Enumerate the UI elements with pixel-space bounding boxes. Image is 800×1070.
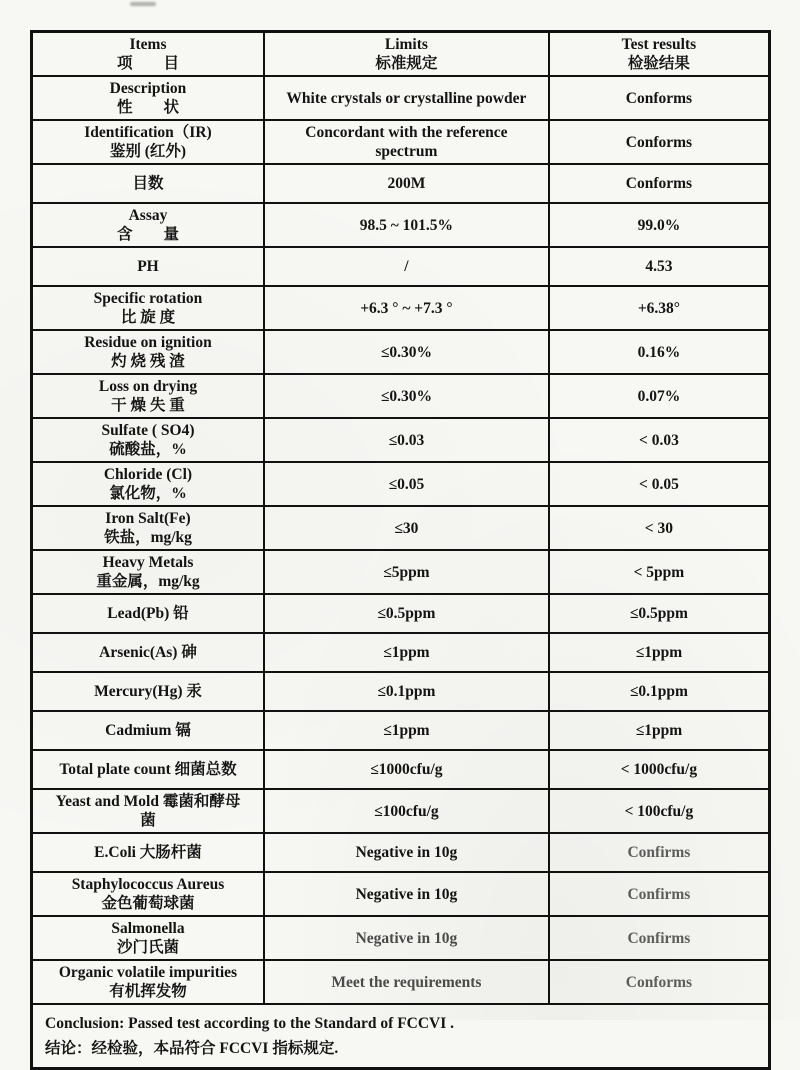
item-line: 性 状 — [116, 99, 179, 116]
limit-cell — [264, 594, 549, 633]
limit-line: Negative in 10g — [355, 929, 458, 947]
item-line: Identification（IR) — [84, 124, 212, 141]
result-cell — [549, 550, 770, 594]
result-value: < 1000cfu/g — [620, 761, 698, 778]
result-cell — [549, 247, 770, 286]
item-line: Total plate count 细菌总数 — [59, 761, 237, 778]
header-results-zh: 检验结果 — [627, 55, 690, 72]
result-value: Conforms — [625, 175, 693, 192]
table-row — [32, 76, 770, 120]
result-value: < 0.05 — [638, 475, 679, 493]
result-cell — [549, 286, 770, 330]
item-line: 重金属，mg/kg — [96, 573, 200, 590]
limit-line: ≤0.5ppm — [377, 605, 436, 622]
table-row — [32, 872, 770, 916]
limit-cell — [264, 506, 549, 550]
item-line: Cadmium 镉 — [105, 722, 191, 739]
table-row — [32, 833, 770, 872]
limit-line: +6.3 ° ~ +7.3 ° — [360, 299, 453, 317]
item-cell — [32, 462, 264, 506]
table-row — [32, 374, 770, 418]
item-line: Heavy Metals — [102, 554, 194, 571]
result-value: 99.0% — [637, 216, 681, 234]
limit-cell — [264, 462, 549, 506]
item-cell — [32, 506, 264, 550]
table-row — [32, 164, 770, 203]
conclusion-en: Conclusion: Passed test according to the Standard of FCCVI . — [45, 1015, 455, 1032]
result-value: ≤1ppm — [635, 722, 683, 739]
limit-line: / — [404, 258, 409, 275]
limit-line: Meet the requirements — [331, 973, 482, 991]
item-line: 比 旋 度 — [120, 309, 176, 326]
limit-line: White crystals or crystalline powder — [286, 89, 527, 107]
table-row — [32, 789, 770, 833]
header-results — [549, 32, 770, 77]
limit-cell — [264, 833, 549, 872]
limit-cell — [264, 789, 549, 833]
item-line: 铁盐，mg/kg — [104, 529, 192, 546]
limit-cell — [264, 916, 549, 960]
result-cell — [549, 330, 770, 374]
item-cell — [32, 872, 264, 916]
header-limits — [264, 32, 549, 77]
limit-cell — [264, 418, 549, 462]
table-row — [32, 750, 770, 789]
result-value: 0.07% — [637, 387, 681, 405]
conclusion-cell — [32, 1004, 770, 1069]
limit-cell — [264, 203, 549, 247]
item-cell — [32, 76, 264, 120]
result-cell — [549, 672, 770, 711]
result-cell — [549, 506, 770, 550]
conclusion-row — [32, 1004, 770, 1069]
result-value: 4.53 — [645, 258, 673, 275]
table-row — [32, 550, 770, 594]
limit-line: 200M — [387, 175, 426, 192]
item-line: Residue on ignition — [84, 334, 212, 351]
item-line: Iron Salt(Fe) — [105, 510, 191, 527]
header-limits-en: Limits — [384, 36, 428, 53]
limit-cell — [264, 330, 549, 374]
item-cell — [32, 633, 264, 672]
item-line: 干 燥 失 重 — [111, 397, 185, 414]
result-value: ≤0.5ppm — [629, 605, 688, 622]
item-cell — [32, 120, 264, 164]
limit-line: spectrum — [375, 143, 438, 160]
limit-line: ≤1ppm — [383, 722, 430, 739]
result-cell — [549, 916, 770, 960]
result-cell — [549, 462, 770, 506]
result-value: Confirms — [627, 929, 691, 947]
item-line: PH — [137, 258, 159, 275]
limit-cell — [264, 76, 549, 120]
result-value: < 5ppm — [633, 563, 685, 581]
item-cell — [32, 164, 264, 203]
item-line: 目数 — [132, 175, 164, 192]
limit-line: 98.5 ~ 101.5% — [359, 216, 454, 234]
table-row — [32, 916, 770, 960]
result-value: < 100cfu/g — [624, 802, 694, 820]
item-cell — [32, 711, 264, 750]
item-line: Salmonella — [111, 920, 185, 937]
item-cell — [32, 750, 264, 789]
limit-line: ≤0.30% — [380, 343, 432, 361]
item-line: Lead(Pb) 铅 — [107, 605, 189, 622]
table-row — [32, 672, 770, 711]
item-cell — [32, 550, 264, 594]
conclusion-zh: 结论：经检验，本品符合 FCCVI 指标规定. — [45, 1040, 339, 1057]
limit-line: ≤30 — [394, 519, 419, 537]
table-row — [32, 247, 770, 286]
table-row — [32, 711, 770, 750]
item-cell — [32, 374, 264, 418]
table-row — [32, 594, 770, 633]
limit-line: Concordant with the reference — [305, 124, 508, 141]
item-cell — [32, 330, 264, 374]
limit-line: ≤0.05 — [388, 475, 425, 493]
table-row — [32, 960, 770, 1004]
item-line: 硫酸盐，% — [109, 441, 187, 458]
item-cell — [32, 594, 264, 633]
limit-cell — [264, 247, 549, 286]
result-value: Confirms — [627, 885, 691, 903]
result-value: Conforms — [625, 133, 693, 151]
limit-cell — [264, 374, 549, 418]
result-cell — [549, 789, 770, 833]
limit-cell — [264, 672, 549, 711]
item-line: Description — [109, 80, 187, 97]
item-line: Yeast and Mold 霉菌和酵母 — [55, 793, 241, 810]
item-line: 鉴别 (红外) — [109, 143, 187, 160]
limit-line: Negative in 10g — [355, 844, 458, 861]
result-value: Confirms — [627, 844, 691, 861]
result-cell — [549, 711, 770, 750]
header-results-en: Test results — [621, 36, 697, 53]
item-line: 氯化物，% — [109, 485, 187, 502]
limit-line: ≤0.1ppm — [377, 683, 436, 700]
item-cell — [32, 960, 264, 1004]
header-items — [32, 32, 264, 77]
limit-line: Negative in 10g — [355, 885, 458, 903]
coa-table — [30, 30, 771, 1070]
result-cell — [549, 164, 770, 203]
item-cell — [32, 286, 264, 330]
item-cell — [32, 418, 264, 462]
item-line: Loss on drying — [98, 378, 198, 395]
result-cell — [549, 76, 770, 120]
scan-artifact — [130, 2, 156, 6]
item-line: Arsenic(As) 砷 — [99, 644, 197, 661]
item-line: Organic volatile impurities — [58, 964, 238, 981]
result-value: < 0.03 — [638, 431, 679, 449]
table-body — [32, 76, 770, 1004]
table-row — [32, 462, 770, 506]
limit-cell — [264, 633, 549, 672]
item-cell — [32, 203, 264, 247]
limit-cell — [264, 286, 549, 330]
table-row — [32, 203, 770, 247]
item-line: E.Coli 大肠杆菌 — [94, 844, 202, 861]
table-row — [32, 120, 770, 164]
result-value: Conforms — [625, 973, 693, 991]
limit-cell — [264, 750, 549, 789]
limit-cell — [264, 120, 549, 164]
limit-cell — [264, 550, 549, 594]
table-row — [32, 506, 770, 550]
result-cell — [549, 633, 770, 672]
header-items-zh: 项 目 — [116, 55, 179, 72]
item-cell — [32, 833, 264, 872]
item-cell — [32, 247, 264, 286]
result-value: +6.38° — [637, 299, 680, 317]
item-line: Assay — [128, 207, 168, 224]
item-line: Sulfate ( SO4) — [101, 422, 195, 439]
header-limits-zh: 标准规定 — [375, 55, 438, 72]
result-cell — [549, 750, 770, 789]
item-line: 含 量 — [116, 226, 179, 243]
item-line: 灼 烧 残 渣 — [111, 353, 185, 370]
item-cell — [32, 672, 264, 711]
limit-line: ≤0.03 — [388, 431, 425, 449]
result-cell — [549, 833, 770, 872]
result-cell — [549, 374, 770, 418]
table-footer — [32, 1004, 770, 1069]
limit-line: ≤1000cfu/g — [370, 761, 443, 778]
table-row — [32, 418, 770, 462]
item-cell — [32, 789, 264, 833]
limit-cell — [264, 164, 549, 203]
limit-cell — [264, 711, 549, 750]
result-cell — [549, 594, 770, 633]
item-line: Chloride (Cl) — [103, 466, 193, 483]
item-line: Staphylococcus Aureus — [71, 876, 225, 893]
result-value: Conforms — [625, 89, 693, 107]
item-line: 金色葡萄球菌 — [101, 895, 195, 912]
header-items-en: Items — [129, 36, 167, 53]
limit-line: ≤5ppm — [383, 563, 430, 581]
result-value: < 30 — [644, 519, 674, 537]
table-row — [32, 286, 770, 330]
table-row — [32, 330, 770, 374]
header-row — [32, 32, 770, 77]
result-cell — [549, 872, 770, 916]
limit-line: ≤0.30% — [380, 387, 432, 405]
item-line: 沙门氏菌 — [116, 939, 179, 956]
result-value: ≤1ppm — [635, 644, 683, 661]
result-cell — [549, 120, 770, 164]
result-value: 0.16% — [637, 343, 681, 361]
table-header — [32, 32, 770, 77]
limit-line: ≤1ppm — [383, 644, 430, 661]
table-row — [32, 633, 770, 672]
item-cell — [32, 916, 264, 960]
result-cell — [549, 203, 770, 247]
limit-cell — [264, 872, 549, 916]
result-value: ≤0.1ppm — [629, 683, 688, 700]
item-line: Specific rotation — [93, 290, 203, 307]
result-cell — [549, 418, 770, 462]
item-line: 有机挥发物 — [109, 983, 187, 1000]
item-line: 菌 — [140, 812, 156, 829]
limit-cell — [264, 960, 549, 1004]
result-cell — [549, 960, 770, 1004]
limit-line: ≤100cfu/g — [374, 802, 439, 820]
item-line: Mercury(Hg) 汞 — [94, 683, 202, 700]
